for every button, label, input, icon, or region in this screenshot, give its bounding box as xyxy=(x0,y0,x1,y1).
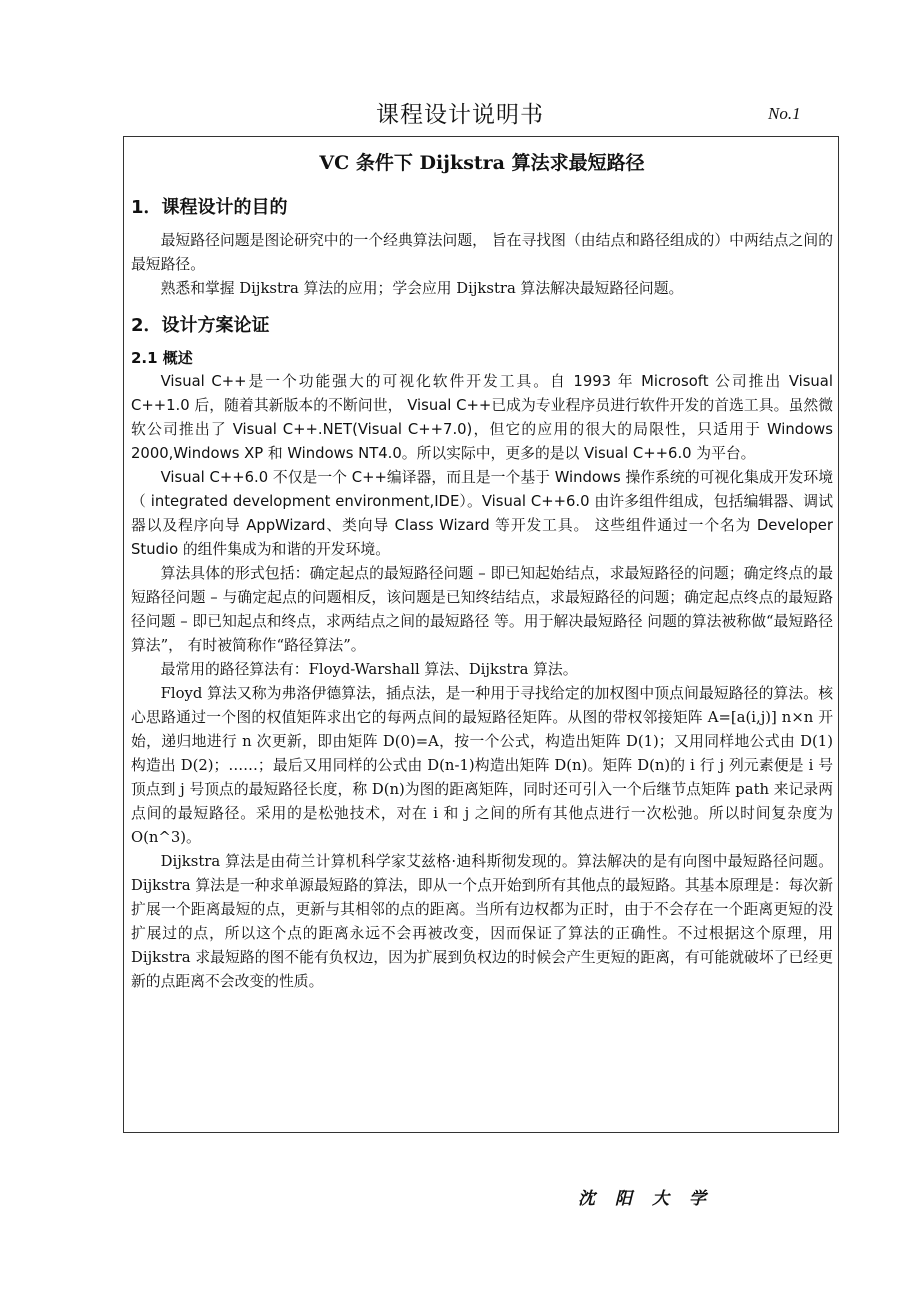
footer-institution: 沈阳大学 xyxy=(578,1189,726,1209)
section-2-paragraph: Visual C++6.0 不仅是一个 C++编译器，而且是一个基于 Windows 操作系统的可视化集成开发环境（ integrated development environment,IDE）。Visual C++6.0 由许多组件组成，包括编辑器、调试器以及程序向导 AppWizard、类向导 Class Wizard 等开发工具。 这些组件通过一个名为 Developer Studio 的组件集成为和谐的开发环境。 xyxy=(131,469,833,558)
document-title: VC 条件下 Dijkstra 算法求最短路径 xyxy=(319,152,645,174)
section-2-paragraph: Dijkstra 算法是由荷兰计算机科学家艾兹格·迪科斯彻发现的。算法解决的是有向图中最短路径问题。Dijkstra 算法是一种求单源最短路的算法，即从一个点开始到所有其他点的最短路。其基本原理是：每次新扩展一个距离最短的点，更新与其相邻的点的距离。当所有边权都为正时，由于不会存在一个距离更短的没扩展过的点，所以这个点的距离永远不会再被改变，因而保证了算法的正确性。不过根据这个原理，用 Dijkstra 求最短路的图不能有负权边，因为扩展到负权边的时候会产生更短的距离，有可能就破坏了已经更新的点距离不会改变的性质。 xyxy=(131,853,833,990)
section-1-heading: 1．课程设计的目的 xyxy=(131,197,288,218)
section-2-paragraph: 最常用的路径算法有：Floyd-Warshall 算法、Dijkstra 算法。 xyxy=(160,661,578,678)
section-1-paragraph: 熟悉和掌握 Dijkstra 算法的应用；学会应用 Dijkstra 算法解决最短路径问题。 xyxy=(160,280,684,297)
document-body xyxy=(131,148,833,994)
section-2-paragraph: Floyd 算法又称为弗洛伊德算法，插点法，是一种用于寻找给定的加权图中顶点间最短路径的算法。核心思路通过一个图的权值矩阵求出它的每两点间的最短路径矩阵。从图的带权邻接矩阵 A=[a(i,j)] n×n 开始，递归地进行 n 次更新，即由矩阵 D(0)=A，按一个公式，构造出矩阵 D(1)；又用同样地公式由 D(1)构造出 D(2)；……；最后又用同样的公式由 D(n-1)构造出矩阵 D(n)。矩阵 D(n)的 i 行 j 列元素便是 i 号顶点到 j 号顶点的最短路径长度，称 D(n)为图的距离矩阵，同时还可引入一个后继节点矩阵 path 来记录两点间的最短路径。采用的是松弛技术，对在 i 和 j 之间的所有其他点进行一次松弛。所以时间复杂度为 O(n^3)。 xyxy=(131,685,833,846)
section-2-heading: 2．设计方案论证 xyxy=(131,315,270,336)
section-1-paragraph: 最短路径问题是图论研究中的一个经典算法问题， 旨在寻找图（由结点和路径组成的）中两结点之间的最短路径。 xyxy=(131,232,833,273)
section-2-paragraph: Visual C++是一个功能强大的可视化软件开发工具。自 1993 年 Microsoft 公司推出 Visual C++1.0 后，随着其新版本的不断问世， Visual C++已成为专业程序员进行软件开发的首选工具。虽然微软公司推出了 Visual C++.NET(Visual C++7.0)，但它的应用的很大的局限性，只适用于 Windows 2000,Windows XP 和 Windows NT4.0。所以实际中，更多的是以 Visual C++6.0 为平台。 xyxy=(131,373,833,462)
page-number: No.1 xyxy=(768,104,801,123)
document-header-title: 课程设计说明书 xyxy=(376,102,544,128)
section-2-paragraph: 算法具体的形式包括：确定起点的最短路径问题 – 即已知起始结点，求最短路径的问题；确定终点的最短路径问题 – 与确定起点的问题相反，该问题是已知终结结点，求最短路径的问题；确定起点终点的最短路径问题 – 即已知起点和终点，求两结点之间的最短路径 等。用于解决最短路径 问题的算法被称做“最短路径算法”， 有时被简称作“路径算法”。 xyxy=(131,565,833,654)
section-2-1-heading: 2.1 概述 xyxy=(131,349,193,367)
